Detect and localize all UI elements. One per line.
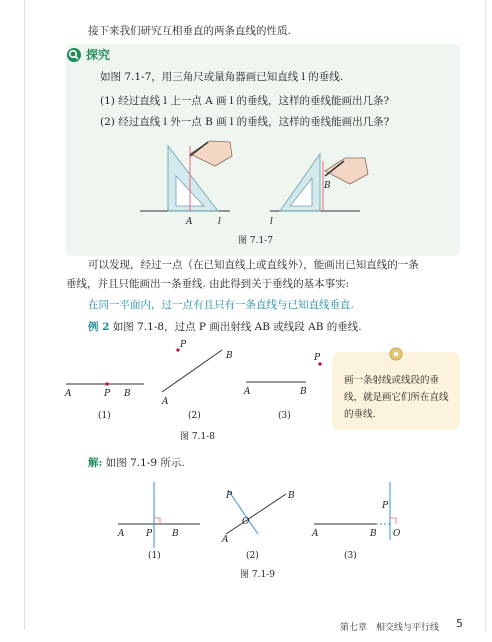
fig9-part-2 [221,490,295,561]
fig8-part-1 [64,382,144,421]
paragraph-line-1: 可以发现，经过一点（在已知直线上或直线外），能画出已知直线的一条 [88,259,419,271]
solution [88,456,185,470]
figure-7-1-7-right [270,154,368,227]
fig8-ray-2 [162,350,222,392]
fig9-part-3 [311,482,401,561]
explore-title: 探究 [86,48,111,62]
figure-7-1-9-caption: 图 7.1-9 [240,570,275,580]
magnifier-icon [66,47,82,63]
fig9-label-a2: A [222,535,229,545]
fig9-label-b1: B [172,529,179,539]
fig8-sub-3: (3) [278,411,291,421]
explore-text: 如图 7.1-7，用三角尺或量角器画已知直线 l 的垂线. [100,71,344,83]
fig8-point-p1 [105,382,108,385]
solution-label: 解: [88,457,103,469]
fig8-label-b3: B [300,387,307,397]
pin-icon [388,346,404,362]
fig9-label-a1: A [118,529,125,539]
fig8-label-b1: B [124,389,131,399]
page-number: 5 [456,617,463,630]
fig8-label-a3: A [244,387,251,397]
fig8-part-2 [161,340,233,421]
fig8-sub-2: (2) [188,411,201,421]
figure-7-1-7-caption: 图 7.1-7 [238,236,273,246]
footer-chapter: 第七章 相交线与平行线 [340,623,440,633]
fig9-label-o3: O [393,529,401,539]
fig9-label-b2: B [288,491,295,501]
example-2 [88,320,362,334]
fig9-right-angle-1 [154,518,160,524]
fig8-label-b2: B [226,351,233,361]
fig9-sub-2: (2) [246,551,259,561]
fig8-label-a2: A [162,397,169,407]
basic-fact: 在同一平面内，过一点有且只有一条直线与已知直线垂直. [88,299,354,311]
fig9-label-p2: P [226,491,233,501]
fig9-perpendicular-2 [228,490,258,534]
fig9-label-o2: O [242,517,250,527]
fig8-label-p2: P [180,340,187,350]
fig9-label-p1: P [146,529,153,539]
explore-header [66,46,110,63]
fig8-label-p1: P [104,389,111,399]
fig9-label-p3: P [382,501,389,511]
figure-7-1-8-caption: 图 7.1-8 [180,432,215,442]
fig8-part-3 [243,353,322,421]
fig9-sub-3: (3) [344,551,357,561]
fig7-label-b: B [324,181,331,191]
note-text: 画一条射线或线段的垂线，就是画它们所在直线的垂线. [344,375,449,420]
intro-text: 接下来我们研究互相垂直的两条直线的性质. [88,25,291,37]
fig8-label-a1: A [65,389,72,399]
fig8-label-p3: P [314,353,321,363]
example-label: 例 2 [88,321,110,333]
figure-7-1-8 [62,338,332,428]
solution-text: 如图 7.1-9 所示. [105,457,185,469]
fig9-label-b3: B [370,529,377,539]
fig8-sub-1: (1) [98,411,111,421]
fig7-label-a: A [186,217,193,227]
paragraph-line-2: 垂线，并且只能画出一条垂线. 由此得到关于垂线的基本事实: [66,278,350,290]
figure-7-1-7 [120,136,460,246]
fig9-right-angle-3 [390,518,396,524]
explore-question-1: (1) 经过直线 l 上一点 A 画 l 的垂线，这样的垂线能画出几条? [100,95,390,107]
explore-question-2: (2) 经过直线 l 外一点 B 画 l 的垂线，这样的垂线能画出几条? [100,116,390,128]
fig7-label-l1: l [218,217,221,227]
fig9-sub-1: (1) [148,551,161,561]
fig7-label-l2: l [270,217,273,227]
hand-left [190,141,232,166]
fig9-part-1 [117,482,200,561]
figure-7-1-9 [108,476,408,576]
fig9-label-a3: A [312,529,319,539]
figure-7-1-7-left [140,141,232,227]
example-text: 如图 7.1-8，过点 P 画出射线 AB 或线段 AB 的垂线. [112,321,362,333]
